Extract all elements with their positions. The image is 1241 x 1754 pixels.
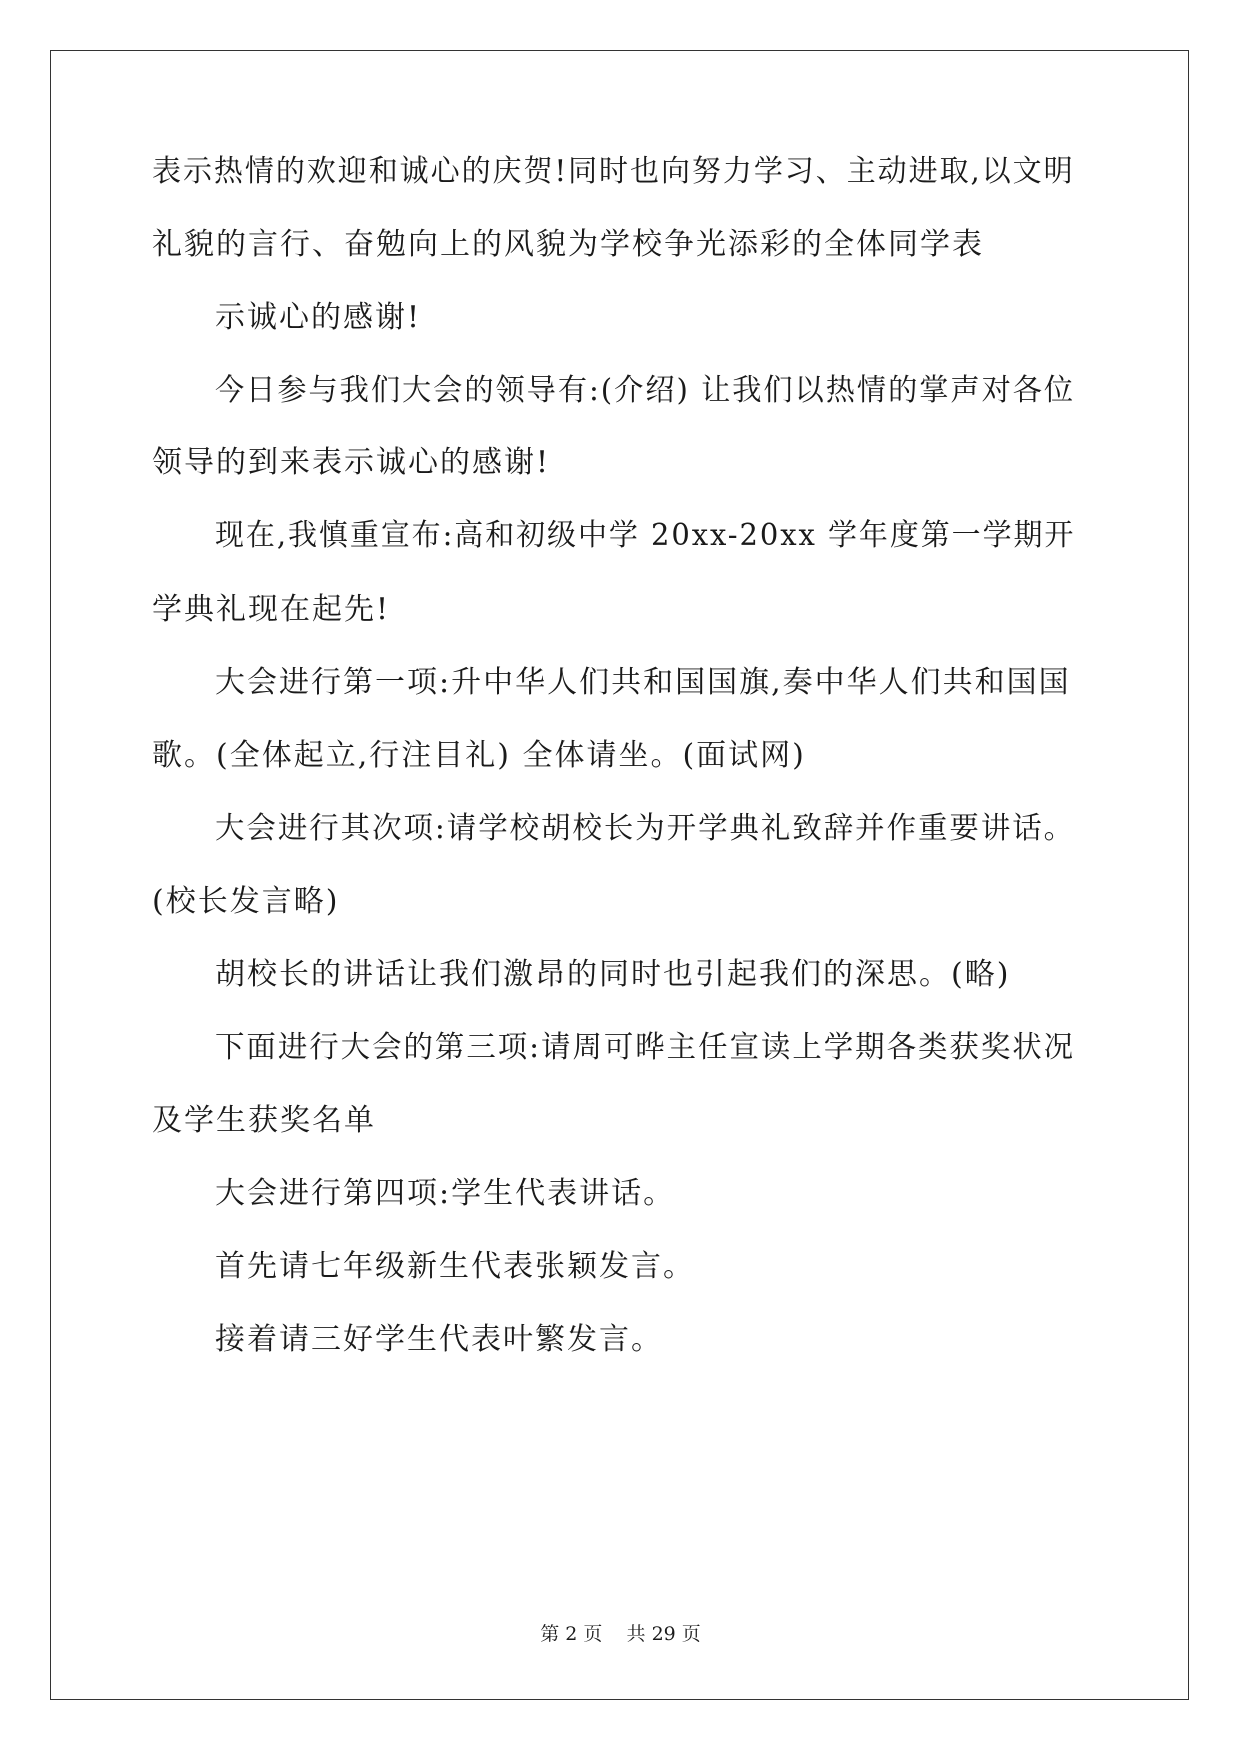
text-line: 领导的到来表示诚心的感谢! (152, 445, 551, 480)
text-line: 大会进行第一项:升中华人们共和国国旗,奏中华人们共和国国 (215, 665, 1071, 700)
text-line: 歌。(全体起立,行注目礼) 全体请坐。(面试网) (152, 738, 806, 773)
text-line: (校长发言略) (152, 884, 340, 919)
text-line: 大会进行第四项:学生代表讲话。 (215, 1176, 676, 1211)
text-line: 胡校长的讲话让我们激昂的同时也引起我们的深思。(略) (215, 957, 1011, 992)
text-line: 现在,我慎重宣布:高和初级中学 20xx-20xx 学年度第一学期开 (215, 518, 1076, 553)
text-line: 下面进行大会的第三项:请周可晔主任宣读上学期各类获奖状况 (215, 1030, 1076, 1065)
text-line: 示诚心的感谢! (215, 300, 422, 335)
text-line: 及学生获奖名单 (152, 1103, 376, 1138)
text-line: 首先请七年级新生代表张颖发言。 (215, 1249, 695, 1284)
text-line: 学典礼现在起先! (152, 592, 391, 627)
text-line: 今日参与我们大会的领导有:(介绍) 让我们以热情的掌声对各位 (215, 373, 1076, 408)
text-line: 表示热情的欢迎和诚心的庆贺!同时也向努力学习、主动进取,以文明 (152, 154, 1075, 189)
text-line: 大会进行其次项:请学校胡校长为开学典礼致辞并作重要讲话。 (215, 811, 1076, 846)
text-line: 礼貌的言行、奋勉向上的风貌为学校争光添彩的全体同学表 (152, 227, 984, 262)
page-number-footer: 第 2 页 共 29 页 (540, 1623, 701, 1645)
text-line: 接着请三好学生代表叶繁发言。 (215, 1322, 663, 1357)
